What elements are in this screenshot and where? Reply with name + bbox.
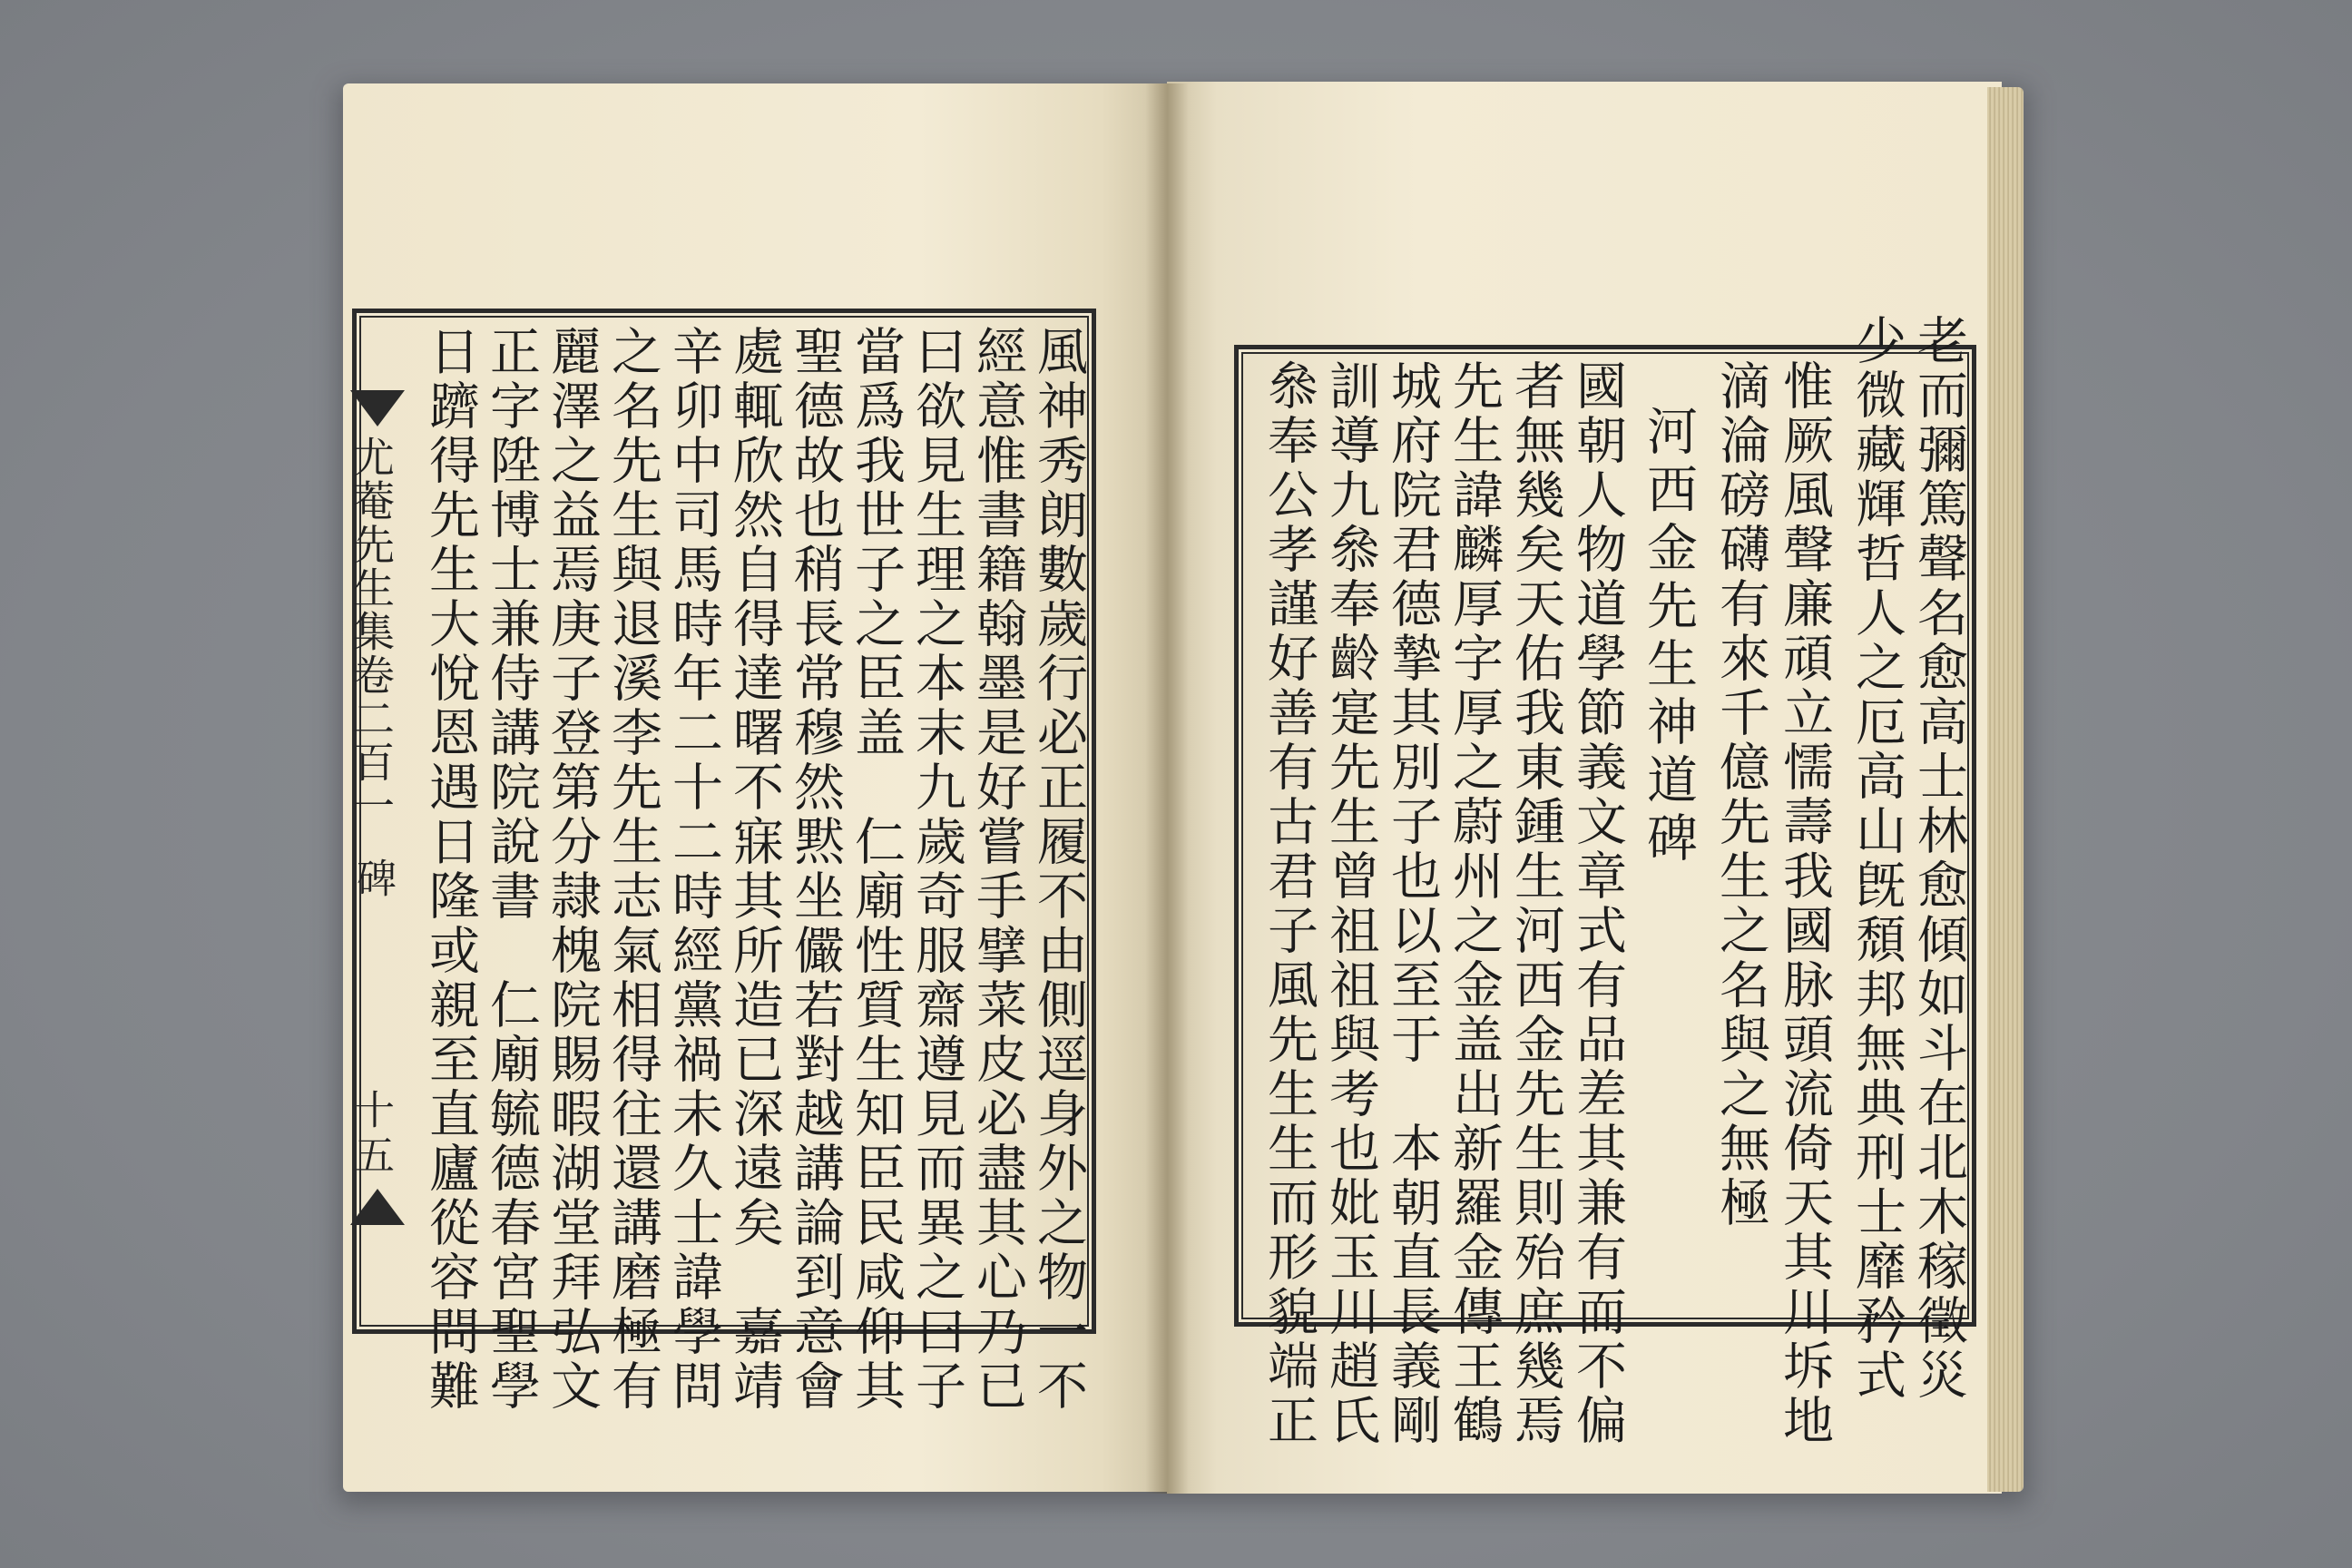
left-column-4: 當爲我世子之臣盖 仁廟性質生知臣民咸仰其: [847, 325, 906, 1414]
left-column-8: 之名先生與退溪李先生志氣相得往還講磨極有: [603, 325, 662, 1414]
left-column-5: 聖德故也稍長常穆然黙坐儼若對越講論到意會: [786, 325, 845, 1414]
stele-title: 河西金先生神道碑: [1639, 405, 1698, 869]
book-spine: [1145, 83, 1189, 1494]
upper-fishtail-mark: [350, 390, 405, 426]
right-column-7: 者無幾矣天佑我東鍾生河西金先生則殆庶幾焉: [1506, 359, 1565, 1448]
page-edges: [1987, 87, 2024, 1492]
left-column-6: 處輒欣然自得達曙不寐其所造已深遠矣 嘉靖: [725, 325, 784, 1414]
left-column-2: 經意惟書籍翰墨是好嘗手擘菜皮必盡其心乃已: [968, 325, 1027, 1414]
right-column-11: 叅奉公孝謹好善有古君子風先生生而形貌端正: [1259, 359, 1318, 1448]
left-column-1: 風神秀朗數歲行必正履不由側逕身外之物一不: [1029, 325, 1088, 1414]
left-column-9: 麗澤之益焉庚子登第分隷槐院賜暇湖堂拜弘文: [543, 325, 602, 1414]
right-column-10: 訓導九叅奉齡寔先生曾祖祖與考也妣玉川趙氏: [1321, 359, 1380, 1448]
margin-title: 尤菴先生集卷二百一: [347, 436, 396, 828]
right-column-1: 老而彌篤聲名愈高士林愈傾如斗在北木稼徵災: [1909, 314, 1968, 1403]
left-column-3: 曰欲見生理之本末九歲奇服齋遵見而異之曰子: [907, 325, 966, 1414]
right-column-2: 少微藏輝哲人之厄高山旣頹邦無典刑士靡矜式: [1847, 314, 1906, 1403]
right-column-8: 先生諱麟厚字厚之蔚州之金盖出新羅金傳王鶴: [1445, 359, 1504, 1448]
margin-page: 十五: [348, 1089, 394, 1180]
margin-section: 碑: [349, 858, 396, 897]
right-column-3: 惟厥風聲廉頑立懦壽我國脉頭流倚天其川坼地: [1775, 359, 1834, 1448]
right-column-9: 城府院君德摯其別子也以至于 本朝直長義剛: [1383, 359, 1442, 1448]
left-column-11: 日躋得先生大悅恩遇日隆或親至直廬從容問難: [421, 325, 480, 1414]
left-column-7: 辛卯中司馬時年二十二時經黨禍未久士諱學問: [664, 325, 723, 1414]
left-column-10: 正字陞博士兼侍講院說書 仁廟毓德春宮聖學: [482, 325, 541, 1414]
lower-fishtail-mark: [350, 1189, 405, 1225]
right-column-4: 滴淪磅礴有來千億先生之名與之無極: [1711, 359, 1770, 1230]
right-column-6: 國朝人物道學節義文章式有品差其兼有而不偏: [1568, 359, 1627, 1448]
